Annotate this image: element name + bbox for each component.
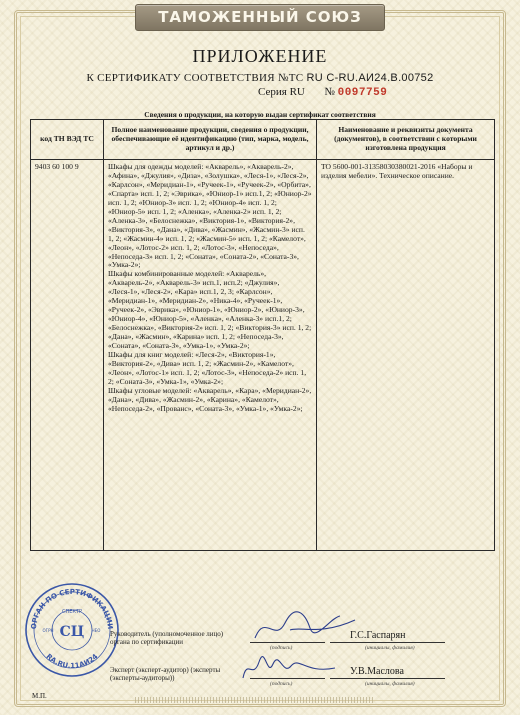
cell-code: 9403 60 100 9 bbox=[31, 160, 104, 551]
product-group-wardrobes: Шкафы для одежды моделей: «Акварель», «Акварель-2», «Афина», «Джулия», «Диза», «Золушка», «Леся-1», «Леся-2», «Карлсон», «Меридиан-1», «Ручеек-1», «Ручеек-2», «Орбита», «Спарта» исп. 1, 2; «Эврика», «Юниор-1» исп.1, 2; «Юниор-2» исп. 1, 2; «Юниор-3» исп. 1, 2; «Юниор-4» исп. 1, 2; «Юниор-5» исп. 1, 2; «Аленка», «Аленка-2» исп. 1, 2; «Аленка-3», «Белоснежка», «Виктория-1», «Виктория-2», «Виктория-3», «Дана», «Дива», «Жасмин», «Жасмин-3» исп. 1, 2; «Жасмин-4» исп. 1, 2; «Жасмин-5» исп. 1, 2; «Камелот», «Леон», «Лотос-2» исп. 1, 2; «Лотос-3», «Непоседа», «Непоседа-3» исп. 1, 2; «Соната», «Соната-2», «Соната-3», «Умка-2»; bbox=[108, 162, 312, 270]
series-line bbox=[258, 86, 387, 99]
head-name: Г.С.Гаспарян bbox=[350, 630, 406, 641]
footer-security-strip bbox=[135, 697, 375, 703]
certificate-reference bbox=[0, 72, 520, 84]
head-caption-name: (инициалы, фамилия) bbox=[365, 645, 415, 651]
series-label: Серия bbox=[258, 86, 287, 98]
mp-label: М.П. bbox=[32, 692, 47, 700]
product-group-combined: Шкафы комбинированные моделей: «Акварель», «Акварель-2», «Акварель-3» исп.1, исп.2; «Джулия», «Леся-1», «Леся-2», «Кара» исп.1, 2, 3; «Карлсон», «Меридиан-1», «Меридиан-2», «Ника-4», «Ручеек-1», «Ручеек-2», «Эврика», «Юниор-1», «Юниор-2», «Юниор-3», «Юниор-4», «Юниор-5», «Аленка», «Аленка-3» исп.1, 2; «Белоснежка», «Виктория-2» исп. 1, 2; «Виктория-3» исп. 1, 2; «Дана», «Жасмин», «Карина» исп. 1, 2; «Непоседа-3», «Соната», «Соната-3», «Умка-1», «Умка-2»; bbox=[108, 269, 312, 351]
cert-number: RU C-RU.АИ24.В.00752 bbox=[306, 72, 434, 84]
info-title: Сведения о продукции, на которую выдан сертификат соответствия bbox=[144, 110, 376, 119]
serial-number: 0097759 bbox=[337, 87, 388, 99]
stamp-left: ОГРН bbox=[42, 628, 54, 633]
expert-signature bbox=[235, 652, 345, 686]
expert-caption-name: (инициалы, фамилия) bbox=[365, 681, 415, 687]
header-product: Полное наименование продукции, сведения о продукции, обеспечивающие её идентификацию (тип, марка, модель, артикул и др.) bbox=[104, 120, 317, 160]
stamp-inner: СПЕКТР bbox=[61, 609, 83, 615]
expert-name: У.В.Маслова bbox=[350, 666, 404, 677]
header-document: Наименование и реквизиты документа (документов), в соответствии с которыми изготовлена продукция bbox=[317, 120, 495, 160]
product-group-bookcases: Шкафы для книг моделей: «Леся-2», «Виктория-1», «Виктория-2», «Дива» исп. 1, 2; «Жасмин-2», «Камелот», «Леон», «Лотос-1» исп. 1, 2; «Лотос-3», «Непоседа-2» исп. 1, 2; «Соната-3», «Умка-1», «Умка-2»; bbox=[108, 350, 307, 386]
stamp-center: СЦ bbox=[59, 624, 85, 640]
product-table bbox=[30, 119, 495, 551]
banner-wrap bbox=[0, 4, 520, 31]
number-label: № bbox=[324, 86, 335, 98]
stamp-outer-top: ОРГАН ПО СЕРТИФИКАЦИИ bbox=[29, 587, 115, 630]
cell-products bbox=[104, 160, 317, 551]
expert-name-line bbox=[330, 678, 445, 679]
head-label: Руководитель (уполномоченное лицо) органа по сертификации bbox=[110, 630, 224, 647]
page-title: ПРИЛОЖЕНИЕ bbox=[192, 46, 328, 66]
head-caption-sign: (подпись) bbox=[270, 645, 293, 651]
head-signature bbox=[250, 608, 360, 648]
certification-stamp bbox=[22, 580, 122, 680]
cell-document: ТО 5600-001-31358030380021-2016 «Наборы и изделия мебели». Техническое описание. bbox=[317, 160, 495, 551]
expert-label: Эксперт (эксперт-аудитор) (эксперты (эксперты-аудиторы)) bbox=[110, 666, 221, 683]
cert-prefix: К СЕРТИФИКАТУ СООТВЕТСТВИЯ №ТС bbox=[86, 72, 304, 84]
svg-text:RA.RU.11АИ24 bbox=[45, 652, 100, 670]
header-code: код ТН ВЭД ТС bbox=[31, 120, 104, 160]
expert-caption-sign: (подпись) bbox=[270, 681, 293, 687]
stamp-right: НЕО bbox=[91, 628, 101, 633]
customs-union-banner: ТАМОЖЕННЫЙ СОЮЗ bbox=[135, 4, 385, 31]
table-row bbox=[31, 160, 495, 551]
series-value: RU bbox=[289, 86, 305, 98]
table-header-row bbox=[31, 120, 495, 160]
product-group-corner: Шкафы угловые моделей: «Акварель», «Кара», «Меридиан-2», «Дана», «Дива», «Жасмин-2», «Карина», «Камелот», «Непоседа-2», «Прованс», «Соната-3», «Умка-1», «Умка-2»; bbox=[108, 385, 312, 413]
stamp-outer-bottom: RA.RU.11АИ24 bbox=[44, 652, 100, 671]
